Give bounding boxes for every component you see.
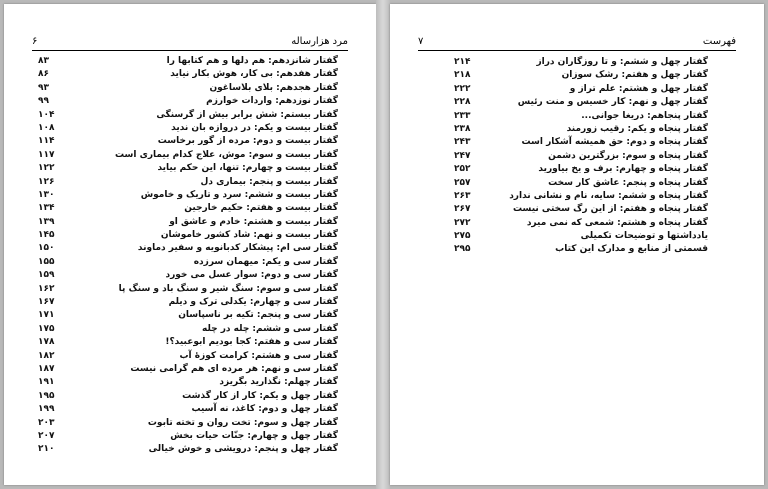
toc-chapter-title: گفتار هجدهم: بلای بلاساغون [209, 82, 338, 93]
toc-entry [38, 176, 338, 189]
toc-chapter-title: گفتار سی و دوم: سوار عسل می خورد [165, 270, 338, 281]
toc-page-number: ۱۹۹ [38, 404, 55, 415]
toc-page-number: ۲۴۷ [454, 150, 471, 161]
toc-entry [38, 95, 338, 108]
toc-page-number: ۲۱۴ [454, 57, 471, 67]
toc-page-number: ۱۳۰ [38, 189, 55, 200]
toc-page-number: ۱۵۵ [38, 256, 55, 267]
toc-entry [454, 56, 708, 69]
toc-chapter-title: گفتار چهل و چهارم: جنّات حیات بخش [170, 430, 338, 441]
toc-entry [454, 96, 708, 109]
toc-page-number: ۲۹۵ [454, 244, 471, 255]
page-header [32, 34, 348, 51]
toc-entry [38, 417, 338, 430]
toc-entry [38, 403, 338, 416]
toc-chapter-title: گفتار سی و یکم: میهمان سرزده [193, 256, 338, 267]
toc-chapter-title: گفتار بیست و سوم: موش، علاج کدام بیماری است [114, 149, 338, 160]
toc-chapter-title: گفتار پنجاه و ششم: سایه، نام و نشانی ندارد [509, 190, 708, 201]
toc-page-number: ۲۶۷ [454, 204, 471, 215]
toc-page-number: ۱۲۶ [38, 176, 55, 187]
toc-chapter-title: گفتار سی و پنجم: تکیه بر ناسپاسان [178, 310, 338, 321]
running-title: فهرست [702, 36, 736, 47]
toc-entry [454, 203, 708, 216]
toc-entry [38, 430, 338, 443]
toc-entry [38, 162, 338, 175]
toc-chapter-title: گفتار چهل و هشتم: علم تراز و [569, 83, 708, 94]
toc-chapter-title: گفتار سی و نهم: هر مرده ای هم گرامی نیست [130, 363, 338, 374]
page-number: ۶ [32, 36, 38, 47]
toc-page-number: ۲۳۸ [454, 123, 471, 134]
toc-entry [38, 216, 338, 229]
toc-entry [38, 135, 338, 148]
toc-chapter-title: گفتار سی و هشتم: کرامت کوزهٔ آب [179, 350, 338, 361]
toc-entry [38, 283, 338, 296]
toc-chapter-title: گفتار بیست و یکم: در دروازه بان ندید [171, 122, 338, 133]
toc-list [454, 56, 708, 257]
toc-entry [454, 69, 708, 82]
toc-entry [38, 443, 338, 456]
toc-chapter-title: گفتار سی و چهارم: یکدلی ترک و دیلم [168, 297, 338, 308]
toc-entry [454, 243, 708, 256]
toc-chapter-title: گفتار بیست و هشتم: خادم و عاشق او [169, 216, 338, 227]
toc-entry [454, 177, 708, 190]
toc-page-number: ۲۷۵ [454, 231, 471, 242]
toc-entry [38, 55, 338, 68]
toc-page-number: ۸۶ [38, 69, 49, 80]
toc-chapter-title: گفتار بیست و هفتم: حکیم خارجین [184, 203, 338, 214]
toc-entry [38, 202, 338, 215]
toc-entry [38, 109, 338, 122]
toc-chapter-title: گفتار پنجاه و یکم: رقیب زورمند [566, 123, 708, 134]
toc-page-number: ۱۹۵ [38, 390, 55, 401]
toc-chapter-title: گفتار چهل و ششم: و تا روزگاران دراز [536, 57, 708, 67]
toc-chapter-title: گفتار چهل و نهم: کار خسیس و منت رئیس [517, 97, 708, 108]
toc-entry [38, 323, 338, 336]
toc-entry [38, 256, 338, 269]
toc-page-number: ۲۰۷ [38, 430, 55, 441]
toc-page-number: ۱۷۵ [38, 323, 55, 334]
toc-chapter-title: گفتار سی و سوم: سنگ شیر و سنگ باد و سنگ پا [118, 283, 338, 294]
toc-page-number: ۲۱۸ [454, 70, 471, 81]
toc-chapter-title: گفتار شانزدهم: هم دلها و هم کتابها را [166, 56, 338, 66]
toc-chapter-title: گفتار پنجاه و پنجم: عاشق کار سخت [548, 177, 708, 188]
toc-page-number: ۹۹ [38, 96, 49, 107]
toc-page-number: ۱۷۸ [38, 337, 55, 348]
toc-chapter-title: گفتار چهل و دوم: کاغذ، نه آسیب [191, 404, 338, 415]
toc-page-number: ۱۷۱ [38, 310, 55, 321]
toc-page-number: ۲۱۰ [38, 444, 55, 455]
toc-chapter-title: گفتار پنجاه و دوم: حق همیشه آشکار است [521, 137, 708, 148]
toc-entry [38, 122, 338, 135]
toc-entry [38, 229, 338, 242]
toc-chapter-title: گفتار بیستم: شش برابر بیش از گرسنگی [156, 109, 338, 120]
toc-chapter-title: یادداشتها و توضیحات تکمیلی [580, 231, 708, 242]
toc-entry [38, 350, 338, 363]
toc-entry [454, 83, 708, 96]
toc-chapter-title: گفتار هفدهم: بی کار، هوش بکار نیاید [170, 69, 338, 80]
toc-page-number: ۱۸۲ [38, 350, 55, 361]
toc-chapter-title: گفتار پنجاه و هشتم: شمعی که نمی میرد [526, 217, 708, 228]
toc-chapter-title: گفتار چهل و سوم: تخت روان و تخته تابوت [147, 417, 338, 428]
toc-chapter-title: گفتار پنجاه و سوم: بزرگترین دشمن [548, 150, 708, 161]
toc-chapter-title: گفتار بیست و پنجم: بیماری دل [200, 176, 338, 187]
toc-entry [38, 68, 338, 81]
toc-page-number: ۱۴۵ [38, 230, 55, 241]
toc-entry [454, 136, 708, 149]
toc-page-number: ۲۰۳ [38, 417, 55, 428]
toc-chapter-title: گفتار سی و هفتم: کجا بودیم ابوعبید؟! [165, 337, 338, 348]
toc-chapter-title: گفتار پنجاهم: دریغا جوانی... [581, 110, 708, 121]
toc-page-number: ۲۳۳ [454, 110, 471, 121]
toc-entry [38, 82, 338, 95]
toc-page-number: ۱۳۹ [38, 216, 55, 227]
toc-page-number: ۱۸۷ [38, 363, 55, 374]
toc-page-number: ۱۳۴ [38, 203, 55, 214]
toc-page-number: ۱۰۸ [38, 122, 55, 133]
toc-page-number: ۹۳ [38, 82, 49, 93]
toc-entry [38, 390, 338, 403]
toc-chapter-title: گفتار چهل و هفتم: رشک سوزان [561, 70, 708, 81]
toc-chapter-title: گفتار بیست و ششم: سرد و تاریک و خاموش [140, 189, 338, 200]
page-number: ۷ [418, 36, 424, 47]
toc-page-number: ۱۰۴ [38, 109, 55, 120]
toc-entry [38, 309, 338, 322]
toc-page-number: ۱۶۷ [38, 297, 55, 308]
running-title: مرد هزارساله [291, 36, 348, 47]
toc-page-number: ۱۱۴ [38, 136, 55, 147]
toc-entry [454, 163, 708, 176]
toc-chapter-title: قسمتی از منابع و مدارک این کتاب [555, 244, 708, 255]
toc-entry [38, 189, 338, 202]
toc-page-number: ۲۲۲ [454, 83, 471, 94]
toc-page-number: ۲۷۲ [454, 217, 471, 228]
toc-page-number: ۱۵۰ [38, 243, 55, 254]
toc-chapter-title: گفتار چهل و یکم: کار از کار گذشت [182, 390, 338, 401]
toc-chapter-title: گفتار چهلم: نگذارید بگریزد [219, 377, 338, 388]
toc-entry [454, 217, 708, 230]
toc-entry [454, 150, 708, 163]
toc-entry [454, 123, 708, 136]
toc-page-number: ۱۵۹ [38, 270, 55, 281]
toc-page-number: ۲۲۸ [454, 97, 471, 108]
toc-chapter-title: گفتار پنجاه و چهارم: برف و یخ بیاورید [538, 164, 708, 175]
toc-entry [454, 230, 708, 243]
toc-page-number: ۱۲۲ [38, 163, 55, 174]
toc-entry [454, 110, 708, 123]
toc-chapter-title: گفتار پنجاه و هفتم: از این رگ سختی نیست [513, 204, 708, 215]
toc-chapter-title: گفتار سی و ششم: چله در چله [202, 323, 338, 334]
toc-entry [38, 336, 338, 349]
toc-entry [38, 376, 338, 389]
toc-entry [38, 149, 338, 162]
toc-entry [38, 269, 338, 282]
toc-entry [38, 242, 338, 255]
toc-page-number: ۲۴۳ [454, 137, 471, 148]
toc-chapter-title: گفتار بیست و چهارم: تنها، این حکم بیاید [157, 163, 338, 174]
book-gutter [376, 0, 390, 489]
toc-page-number: ۲۵۲ [454, 164, 471, 175]
toc-chapter-title: گفتار سی ام: پیشکار کدبانویه و سفیر دماوند [137, 243, 338, 254]
right-page [390, 4, 764, 485]
toc-entry [38, 296, 338, 309]
page-header [418, 34, 736, 51]
toc-chapter-title: گفتار نوزدهم: واردات خوارزم [206, 96, 338, 107]
toc-chapter-title: گفتار بیست و دوم: مرده از گور برخاست [157, 136, 338, 147]
toc-page-number: ۲۵۷ [454, 177, 471, 188]
toc-page-number: ۱۹۱ [38, 377, 55, 388]
toc-page-number: ۸۳ [38, 56, 49, 66]
toc-list [38, 55, 338, 457]
toc-entry [454, 190, 708, 203]
toc-chapter-title: گفتار بیست و نهم: شاد کشور خاموشان [160, 230, 338, 241]
toc-page-number: ۱۱۷ [38, 149, 55, 160]
toc-chapter-title: گفتار چهل و پنجم: درویشی و خوش خیالی [148, 444, 338, 455]
toc-page-number: ۲۶۳ [454, 190, 471, 201]
left-page [4, 4, 376, 485]
toc-entry [38, 363, 338, 376]
toc-page-number: ۱۶۲ [38, 283, 55, 294]
